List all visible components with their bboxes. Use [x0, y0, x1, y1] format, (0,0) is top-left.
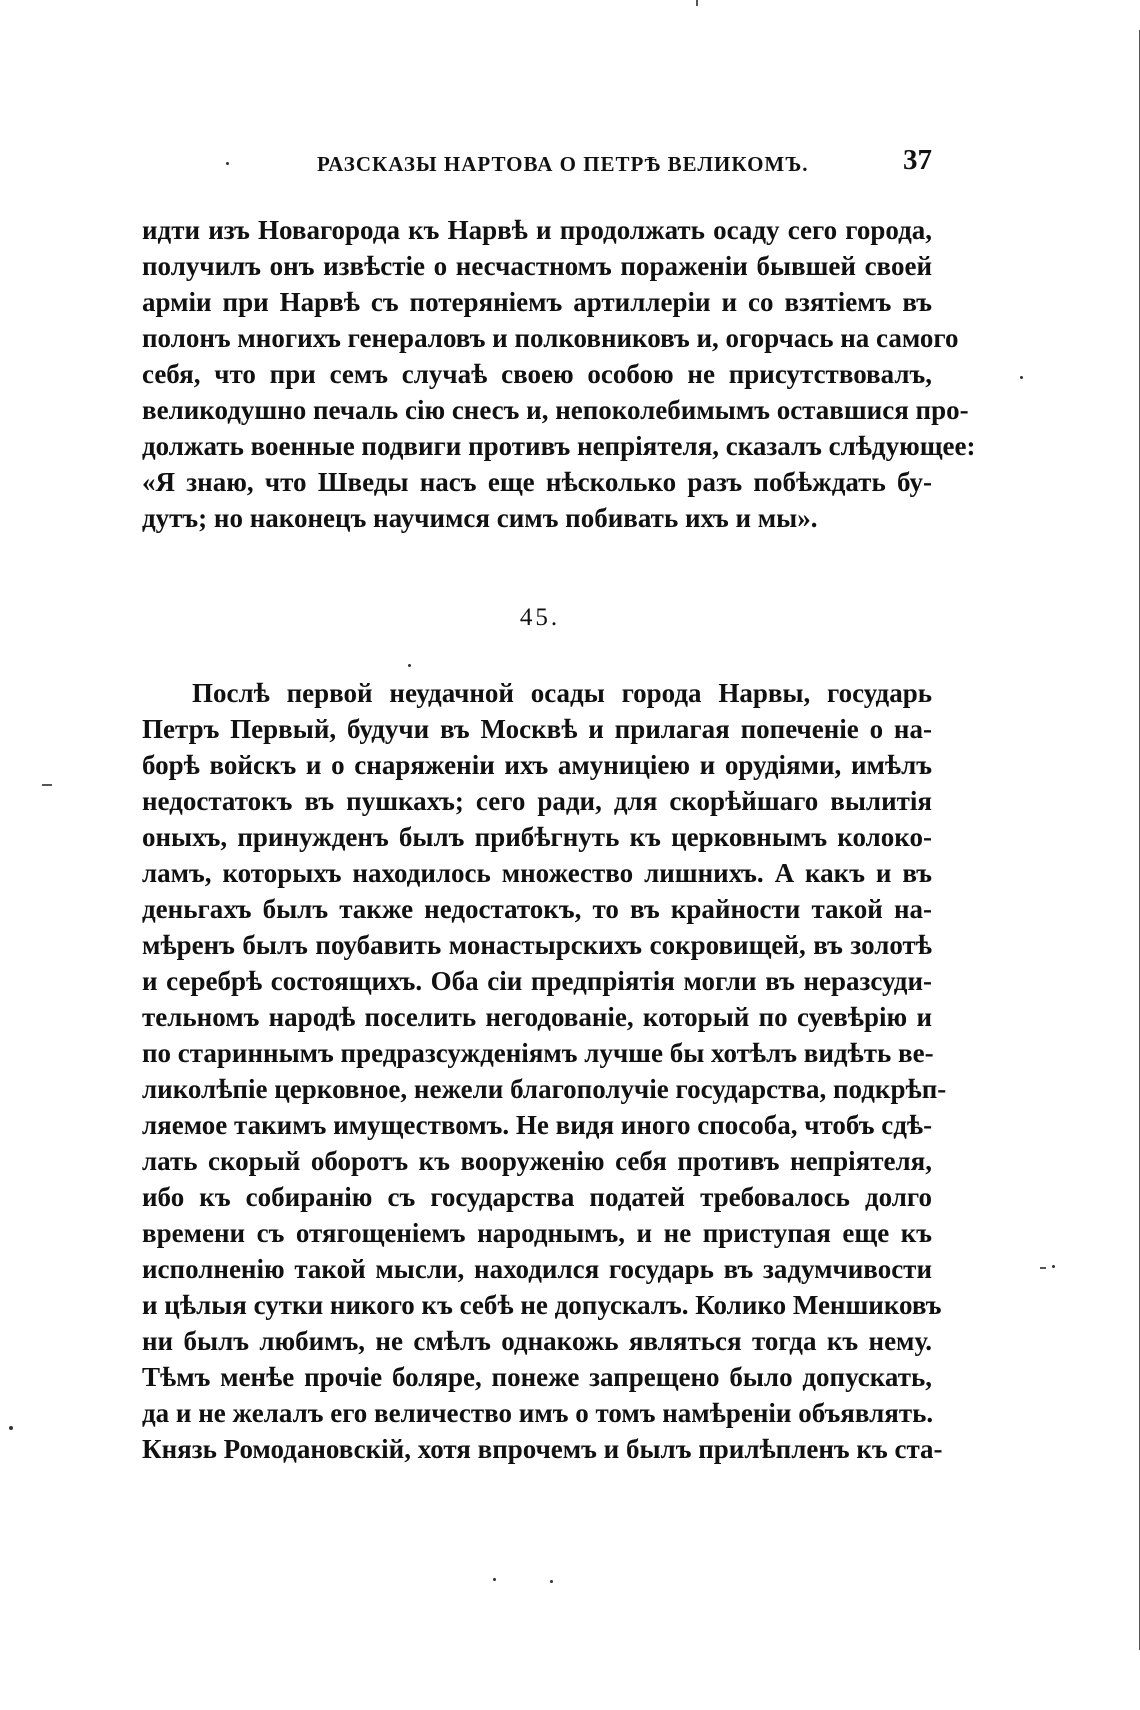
- page-number: 37: [903, 144, 932, 176]
- text-line: полонъ многихъ генераловъ и полковниковъ и, огорчась на самого: [142, 323, 959, 353]
- text-line: арміи при Нарвѣ съ потеряніемъ артиллеріи и со взятіемъ въ: [142, 287, 932, 317]
- running-title: РАЗСКАЗЫ НАРТОВА О ПЕТРѢ ВЕЛИКОМЪ.: [317, 152, 809, 176]
- scan-dash: [696, 0, 698, 6]
- text-line: лать скорый оборотъ къ вооруженію себя противъ непріятеля,: [142, 1146, 932, 1176]
- text-line: идти изъ Новагорода къ Нарвѣ и продолжать осаду сего города,: [142, 215, 932, 245]
- text-line: ибо къ собиранію съ государства податей требовалось долго: [142, 1182, 932, 1212]
- text-line: по стариннымъ предразсужденіямъ лучше бы хотѣлъ видѣть ве-: [142, 1038, 934, 1068]
- paragraph-45: [142, 675, 947, 1467]
- scan-speck: [408, 664, 411, 667]
- text-line: Петръ Первый, будучи въ Москвѣ и прилагая попеченіе о на-: [142, 714, 932, 744]
- scan-speck: [9, 1426, 13, 1430]
- scan-speck: [493, 1578, 496, 1581]
- section-number: 45.: [519, 604, 561, 631]
- text-line: времени съ отягощеніемъ народнымъ, и не приступая еще къ: [142, 1218, 932, 1248]
- text-line: Князь Ромодановскій, хотя впрочемъ и былъ прилѣпленъ къ ста-: [142, 1434, 943, 1464]
- text-line: должать военные подвиги противъ непріятеля, сказалъ слѣдующее:: [142, 431, 976, 461]
- scan-speck: [1020, 376, 1023, 379]
- text-line: да и не желалъ его величество имъ о томъ намѣреніи объявлять.: [142, 1398, 934, 1428]
- paragraph-44-continuation: [142, 212, 976, 536]
- scan-speck: [1052, 1265, 1055, 1268]
- text-line: недостатокъ въ пушкахъ; сего ради, для скорѣйшаго вылитія: [142, 786, 932, 816]
- text-line: Тѣмъ менѣе прочіе боляре, понеже запрещено было допускать,: [142, 1362, 932, 1392]
- page-header: [142, 144, 932, 184]
- text-line: и серебрѣ состоящихъ. Оба сіи предпріятія могли въ неразсуди-: [142, 966, 932, 996]
- text-line: Послѣ первой неудачной осады города Нарвы, государь: [192, 678, 932, 708]
- scan-dash: [42, 784, 52, 786]
- text-line: ни былъ любимъ, не смѣлъ однакожь являться тогда къ нему.: [142, 1326, 932, 1356]
- text-line: получилъ онъ извѣстіе о несчастномъ пораженіи бывшей своей: [142, 251, 932, 281]
- text-line: ламъ, которыхъ находилось множество лишнихъ. А какъ и въ: [142, 858, 932, 888]
- scan-dash: [1040, 1267, 1046, 1269]
- text-line: великодушно печаль сію снесъ и, непоколебимымъ оставшися про-: [142, 395, 969, 425]
- text-line: себя, что при семъ случаѣ своею особою не присутствовалъ,: [142, 359, 932, 389]
- text-line: деньгахъ былъ также недостатокъ, то въ крайности такой на-: [142, 894, 932, 924]
- text-line: дутъ; но наконецъ научимся симъ побивать ихъ и мы».: [142, 503, 818, 533]
- text-line: «Я знаю, что Шведы насъ еще нѣсколько разъ побѣждать бу-: [142, 467, 932, 497]
- scan-speck: [550, 1580, 553, 1583]
- scan-speck: [226, 162, 229, 165]
- text-line: мѣренъ былъ поубавить монастырскихъ сокровищей, въ золотѣ: [142, 930, 932, 960]
- text-line: оныхъ, принужденъ былъ прибѣгнуть къ церковнымъ колоко-: [142, 822, 932, 852]
- text-line: и цѣлыя сутки никого къ себѣ не допускалъ. Колико Меншиковъ: [142, 1290, 942, 1320]
- text-line: ляемое такимъ имуществомъ. Не видя иного способа, чтобъ сдѣ-: [142, 1110, 933, 1140]
- text-line: борѣ войскъ и о снаряженіи ихъ амуниціею и орудіями, имѣлъ: [142, 750, 932, 780]
- text-line: ликолѣпіе церковное, нежели благополучіе государства, подкрѣп-: [142, 1074, 947, 1104]
- text-line: тельномъ народѣ поселить негодованіе, который по суевѣрію и: [142, 1002, 932, 1032]
- text-line: исполненію такой мысли, находился государь въ задумчивости: [142, 1254, 932, 1284]
